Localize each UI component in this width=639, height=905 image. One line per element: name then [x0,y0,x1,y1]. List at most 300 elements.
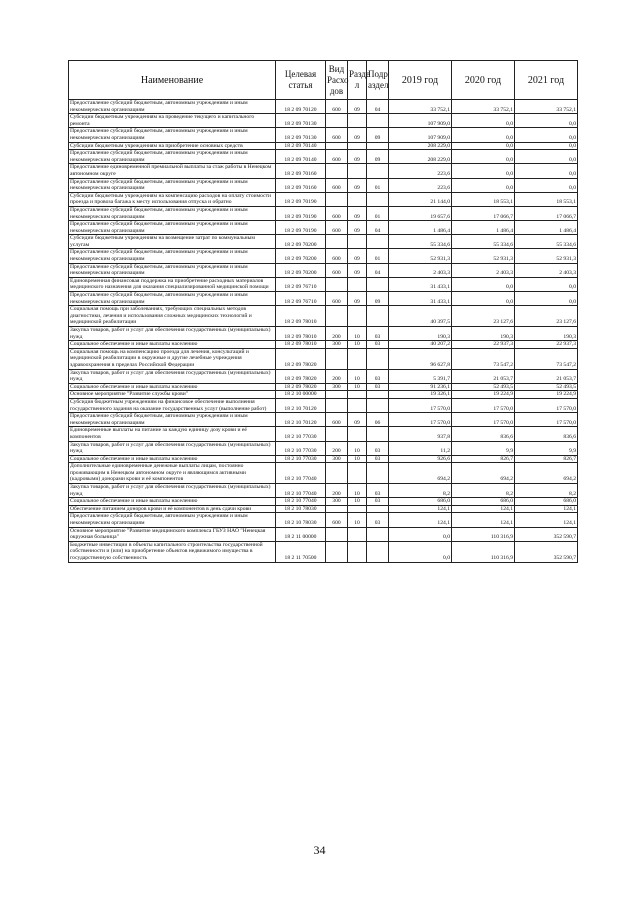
row-2021: 23 127,6 [515,306,578,327]
row-podr: 04 [367,263,389,277]
row-target: 18 2 09 70130 [276,128,326,142]
row-podr [367,527,389,541]
row-2021: 17 570,0 [515,413,578,427]
row-podr: 04 [367,221,389,235]
row-2020: 73 547,2 [452,348,515,369]
row-name: Предоставление субсидий бюджетным, автономным учреждениям и иным некоммерческим организациям [69,100,276,114]
row-podr [367,277,389,291]
row-target: 18 2 09 70190 [276,192,326,206]
row-vid: 200 [326,441,348,455]
row-2019: 926,6 [389,455,452,463]
row-2019: 91 236,1 [389,383,452,391]
row-target: 18 2 10 00000 [276,391,326,399]
row-name: Предоставление субсидий бюджетным, автономным учреждениям и иным некоммерческим организациям [69,413,276,427]
row-podr [367,348,389,369]
row-podr [367,306,389,327]
row-podr: 06 [367,413,389,427]
row-2019: 694,2 [389,463,452,484]
row-razdel: 10 [348,455,367,463]
row-name: Основное мероприятие "Развитие службы крови" [69,391,276,399]
row-razdel: 09 [348,292,367,306]
row-2021: 22 937,3 [515,341,578,349]
row-vid [326,142,348,150]
row-razdel: 09 [348,263,367,277]
row-name: Предоставление субсидий бюджетным, автономным учреждениям и иным некоммерческим организациям [69,206,276,220]
row-2019: 124,1 [389,513,452,527]
row-name: Социальная помощь на компенсацию проезда для лечения, консультаций и медицинской реабилитации в окружные и другие лечебные учреждения здравоохранения в пределах Российской Федерации [69,348,276,369]
row-razdel: 10 [348,441,367,455]
row-vid: 300 [326,498,348,506]
row-target: 18 2 09 76710 [276,292,326,306]
row-vid [326,527,348,541]
table-row [69,427,578,441]
row-razdel: 09 [348,413,367,427]
row-razdel: 10 [348,327,367,341]
row-2020: 22 937,3 [452,341,515,349]
row-podr [367,235,389,249]
row-podr: 03 [367,441,389,455]
row-vid [326,192,348,206]
header-vid: Вид Расхо дов [326,61,348,100]
row-target: 18 2 10 70120 [276,413,326,427]
row-2020: 110 316,9 [452,541,515,562]
row-2020: 124,1 [452,513,515,527]
table-row [69,413,578,427]
row-2019: 8,2 [389,484,452,498]
table-row [69,263,578,277]
row-name: Дополнительные единовременные денежные выплаты лицам, постоянно проживающим в Ненецком автономном округе и являющимся активными (кадровыми) донорами крови и её компонентов [69,463,276,484]
row-2021: 8,2 [515,484,578,498]
row-target: 18 2 10 77030 [276,455,326,463]
row-2020: 826,7 [452,455,515,463]
row-podr: 03 [367,327,389,341]
row-2020: 190,3 [452,327,515,341]
row-podr: 01 [367,206,389,220]
row-razdel: 10 [348,513,367,527]
row-2020: 0,0 [452,114,515,128]
row-2020: 17 570,0 [452,398,515,412]
row-target: 18 2 10 77040 [276,498,326,506]
row-vid [326,391,348,399]
row-2021: 1 486,4 [515,221,578,235]
row-2020: 694,2 [452,463,515,484]
row-name: Социальная помощь при заболеваниях, требующих специальных методов диагностики, лечения и использования сложных медицинских технологий и медицинской реабилитации [69,306,276,327]
row-2020: 52 493,5 [452,383,515,391]
row-name: Предоставление субсидий бюджетным, автономным учреждениям и иным некоммерческим организациям [69,221,276,235]
row-2019: 223,6 [389,178,452,192]
row-razdel [348,427,367,441]
header-razdel: Разде л [348,61,367,100]
row-podr: 09 [367,292,389,306]
row-name: Социальное обеспечение и иные выплаты населению [69,455,276,463]
row-vid [326,277,348,291]
row-target: 18 2 09 70200 [276,263,326,277]
row-2021: 0,0 [515,150,578,164]
table-row [69,391,578,399]
row-razdel [348,463,367,484]
row-2020: 23 127,6 [452,306,515,327]
header-2019: 2019 год [389,61,452,100]
row-vid: 600 [326,178,348,192]
table-row [69,341,578,349]
table-row [69,484,578,498]
row-vid [326,164,348,178]
row-razdel: 10 [348,341,367,349]
row-2019: 107 909,0 [389,128,452,142]
row-2020: 0,0 [452,277,515,291]
row-razdel [348,277,367,291]
header-target: Целевая статья [276,61,326,100]
row-name: Субсидии бюджетным учреждениям на проведение текущего и капитального ремонта [69,114,276,128]
row-vid: 300 [326,383,348,391]
row-target: 18 2 11 00000 [276,527,326,541]
row-vid [326,427,348,441]
row-2020: 17 570,0 [452,413,515,427]
row-podr: 09 [367,150,389,164]
row-target: 18 2 09 78010 [276,327,326,341]
row-2020: 0,0 [452,142,515,150]
row-2021: 2 403,3 [515,263,578,277]
row-2021: 9,9 [515,441,578,455]
row-target: 18 2 09 70160 [276,164,326,178]
row-razdel [348,398,367,412]
row-podr [367,463,389,484]
row-2019: 21 144,0 [389,192,452,206]
row-podr [367,427,389,441]
row-name: Субсидия бюджетным учреждениям на финансовое обеспечение выполнения государственного задания на оказание государственных услуг (выполнение работ) [69,398,276,412]
table-row [69,463,578,484]
row-name: Предоставление субсидий бюджетным, автономным учреждениям и иным некоммерческим организациям [69,263,276,277]
row-2019: 190,3 [389,327,452,341]
table-row [69,383,578,391]
row-2020: 686,0 [452,498,515,506]
row-razdel: 09 [348,128,367,142]
row-target: 18 2 09 70160 [276,178,326,192]
table-row [69,100,578,114]
table-row [69,277,578,291]
row-2019: 11,2 [389,441,452,455]
row-target: 18 2 09 78010 [276,341,326,349]
row-name: Социальное обеспечение и иные выплаты населению [69,383,276,391]
row-name: Предоставление субсидий бюджетным, автономным учреждениям и иным некоммерческим организациям [69,150,276,164]
row-2021: 73 547,2 [515,348,578,369]
row-name: Предоставление субсидий бюджетным, автономным учреждениям и иным некоммерческим организациям [69,249,276,263]
row-podr: 03 [367,498,389,506]
row-razdel [348,541,367,562]
row-razdel: 10 [348,484,367,498]
row-name: Субсидии бюджетным учреждениям на приобретение основных средств [69,142,276,150]
row-vid: 600 [326,413,348,427]
row-name: Бюджетные инвестиции в объекты капитального строительства государственной собственности и (или) на приобретение объектов недвижимого имущества в государственную собственность [69,541,276,562]
row-2019: 124,1 [389,505,452,513]
row-podr: 04 [367,100,389,114]
row-target: 18 2 10 77030 [276,441,326,455]
row-2019: 5 391,7 [389,369,452,383]
row-2019: 208 229,0 [389,150,452,164]
table-row [69,206,578,220]
row-name: Предоставление субсидий бюджетным, автономным учреждениям и иным некоммерческим организациям [69,178,276,192]
row-name: Субсидии бюджетным учреждениям на компенсацию расходов на оплату стоимости проезда и провоза багажа к месту использования отпуска и обратно [69,192,276,206]
row-vid [326,235,348,249]
row-2020: 33 752,1 [452,100,515,114]
row-razdel [348,192,367,206]
row-2019: 19 326,1 [389,391,452,399]
row-name: Обеспечение питанием доноров крови и её компонентов в день сдачи крови [69,505,276,513]
table-row [69,221,578,235]
table-row [69,150,578,164]
row-2019: 0,0 [389,541,452,562]
row-vid: 600 [326,128,348,142]
row-2019: 31 433,1 [389,292,452,306]
row-2020: 0,0 [452,178,515,192]
row-target: 18 2 10 77040 [276,463,326,484]
table-row [69,455,578,463]
row-2020: 0,0 [452,128,515,142]
row-target: 18 2 09 70120 [276,100,326,114]
row-2020: 8,2 [452,484,515,498]
row-target: 18 2 09 78020 [276,383,326,391]
row-vid: 300 [326,341,348,349]
row-razdel: 09 [348,221,367,235]
row-2021: 19 224,9 [515,391,578,399]
row-2019: 17 570,0 [389,413,452,427]
row-2021: 190,3 [515,327,578,341]
table-row [69,249,578,263]
row-target: 18 2 10 70120 [276,398,326,412]
row-target: 18 2 11 70500 [276,541,326,562]
row-vid: 200 [326,369,348,383]
row-name: Закупка товаров, работ и услуг для обеспечения государственных (муниципальных) нужд [69,484,276,498]
row-podr [367,142,389,150]
row-2019: 223,6 [389,164,452,178]
header-podr: Подр аздел [367,61,389,100]
row-2019: 1 486,4 [389,221,452,235]
row-podr [367,505,389,513]
table-row [69,235,578,249]
row-target: 18 2 09 76710 [276,277,326,291]
row-name: Предоставление субсидий бюджетным, автономным учреждениям и иным некоммерческим организациям [69,513,276,527]
header-2021: 2021 год [515,61,578,100]
row-2021: 686,0 [515,498,578,506]
row-name: Основное мероприятие "Развитие медицинского комплекса ГБУЗ НАО "Ненецкая окружная больница" [69,527,276,541]
row-vid: 600 [326,292,348,306]
table-row [69,128,578,142]
header-name: Наименование [69,61,276,100]
row-name: Единовременные выплаты на питание за каждую единицу дозу крови и её компонентов [69,427,276,441]
row-2021: 0,0 [515,292,578,306]
row-2021: 352 590,7 [515,527,578,541]
table-row [69,505,578,513]
row-podr [367,398,389,412]
row-2021: 352 590,7 [515,541,578,562]
row-2021: 0,0 [515,164,578,178]
row-vid: 600 [326,249,348,263]
row-2021: 124,1 [515,505,578,513]
table-row [69,164,578,178]
row-razdel: 10 [348,383,367,391]
row-razdel [348,348,367,369]
row-2019: 31 433,1 [389,277,452,291]
row-2021: 0,0 [515,128,578,142]
row-vid [326,505,348,513]
table-row [69,306,578,327]
row-target: 18 2 09 70130 [276,114,326,128]
header-row [69,61,578,100]
row-target: 18 2 09 70200 [276,235,326,249]
row-2020: 19 224,9 [452,391,515,399]
row-2021: 826,7 [515,455,578,463]
row-2021: 0,0 [515,277,578,291]
row-2019: 40 397,5 [389,306,452,327]
row-2019: 33 752,1 [389,100,452,114]
row-podr [367,114,389,128]
row-2020: 2 403,3 [452,263,515,277]
row-2019: 52 931,3 [389,249,452,263]
row-2020: 124,1 [452,505,515,513]
row-name: Закупка товаров, работ и услуг для обеспечения государственных (муниципальных) нужд [69,327,276,341]
row-podr: 03 [367,455,389,463]
row-name: Социальное обеспечение и иные выплаты населению [69,498,276,506]
row-name: Субсидии бюджетным учреждениям на возмещение затрат по коммунальным услугам [69,235,276,249]
row-vid: 600 [326,513,348,527]
row-podr: 09 [367,128,389,142]
row-podr: 01 [367,178,389,192]
row-target: 18 2 10 78030 [276,513,326,527]
row-2020: 0,0 [452,164,515,178]
row-razdel [348,527,367,541]
row-2019: 19 657,6 [389,206,452,220]
table-row [69,513,578,527]
row-razdel: 09 [348,249,367,263]
row-2019: 2 403,3 [389,263,452,277]
row-2019: 208 229,0 [389,142,452,150]
row-podr [367,541,389,562]
row-name: Социальное обеспечение и иные выплаты населению [69,341,276,349]
row-target: 18 2 09 70200 [276,249,326,263]
row-target: 18 2 10 77040 [276,484,326,498]
row-2021: 0,0 [515,142,578,150]
row-podr: 03 [367,513,389,527]
row-target: 18 2 10 77030 [276,427,326,441]
row-2020: 18 553,1 [452,192,515,206]
row-target: 18 2 09 78010 [276,306,326,327]
page-number: 34 [313,843,326,857]
row-name: Предоставление субсидий бюджетным, автономным учреждениям и иным некоммерческим организациям [69,292,276,306]
header-2020: 2020 год [452,61,515,100]
row-2020: 0,0 [452,150,515,164]
table-row [69,541,578,562]
row-2019: 96 627,8 [389,348,452,369]
row-vid: 200 [326,327,348,341]
row-vid: 300 [326,455,348,463]
row-name: Предоставление субсидий бюджетным, автономным учреждениям и иным некоммерческим организациям [69,128,276,142]
row-razdel [348,235,367,249]
row-2021: 18 553,1 [515,192,578,206]
row-2019: 17 570,0 [389,398,452,412]
row-name: Предоставление единовременной премиальной выплаты за стаж работы в Ненецком автономном округе [69,164,276,178]
row-podr: 03 [367,341,389,349]
row-razdel: 09 [348,100,367,114]
row-2020: 0,0 [452,292,515,306]
row-razdel [348,114,367,128]
row-vid: 600 [326,263,348,277]
row-vid: 200 [326,484,348,498]
row-2021: 21 053,7 [515,369,578,383]
table-row [69,292,578,306]
row-2019: 107 909,0 [389,114,452,128]
row-2020: 1 486,4 [452,221,515,235]
row-razdel [348,505,367,513]
table-row [69,398,578,412]
row-vid: 600 [326,100,348,114]
row-razdel: 10 [348,498,367,506]
row-2019: 686,0 [389,498,452,506]
row-podr [367,164,389,178]
row-2021: 17 570,0 [515,398,578,412]
row-2019: 55 334,6 [389,235,452,249]
row-vid: 600 [326,150,348,164]
row-2020: 9,9 [452,441,515,455]
row-name: Закупка товаров, работ и услуг для обеспечения государственных (муниципальных) нужд [69,441,276,455]
row-2021: 0,0 [515,114,578,128]
row-vid [326,398,348,412]
table-row [69,114,578,128]
table-row [69,327,578,341]
row-target: 18 2 09 70190 [276,221,326,235]
row-vid [326,348,348,369]
table-row [69,142,578,150]
row-2019: 0,0 [389,527,452,541]
row-target: 18 2 09 70190 [276,206,326,220]
row-2021: 17 066,7 [515,206,578,220]
row-vid [326,541,348,562]
row-razdel: 09 [348,178,367,192]
row-vid [326,114,348,128]
table-body [69,100,578,563]
row-vid [326,463,348,484]
row-target: 18 2 09 70140 [276,142,326,150]
row-2020: 110 316,9 [452,527,515,541]
row-razdel: 10 [348,369,367,383]
row-2021: 55 334,6 [515,235,578,249]
row-razdel [348,391,367,399]
table-row [69,178,578,192]
table-row [69,369,578,383]
row-2019: 937,8 [389,427,452,441]
table-row [69,498,578,506]
row-podr: 03 [367,383,389,391]
row-podr: 01 [367,249,389,263]
table-row [69,441,578,455]
row-2021: 52 931,3 [515,249,578,263]
row-razdel [348,306,367,327]
table-row [69,192,578,206]
row-target: 18 2 10 78030 [276,505,326,513]
row-2020: 17 066,7 [452,206,515,220]
row-vid: 600 [326,206,348,220]
row-2021: 33 752,1 [515,100,578,114]
table-row [69,527,578,541]
row-vid: 600 [326,221,348,235]
row-name: Закупка товаров, работ и услуг для обеспечения государственных (муниципальных) нужд [69,369,276,383]
table-row [69,348,578,369]
row-2021: 836,6 [515,427,578,441]
row-2021: 694,2 [515,463,578,484]
row-razdel [348,164,367,178]
row-2021: 124,1 [515,513,578,527]
row-2020: 55 334,6 [452,235,515,249]
row-name: Единовременная финансовая поддержка на приобретение расходных материалов медицинского назначения для оказания специализированной медицинской помощи [69,277,276,291]
